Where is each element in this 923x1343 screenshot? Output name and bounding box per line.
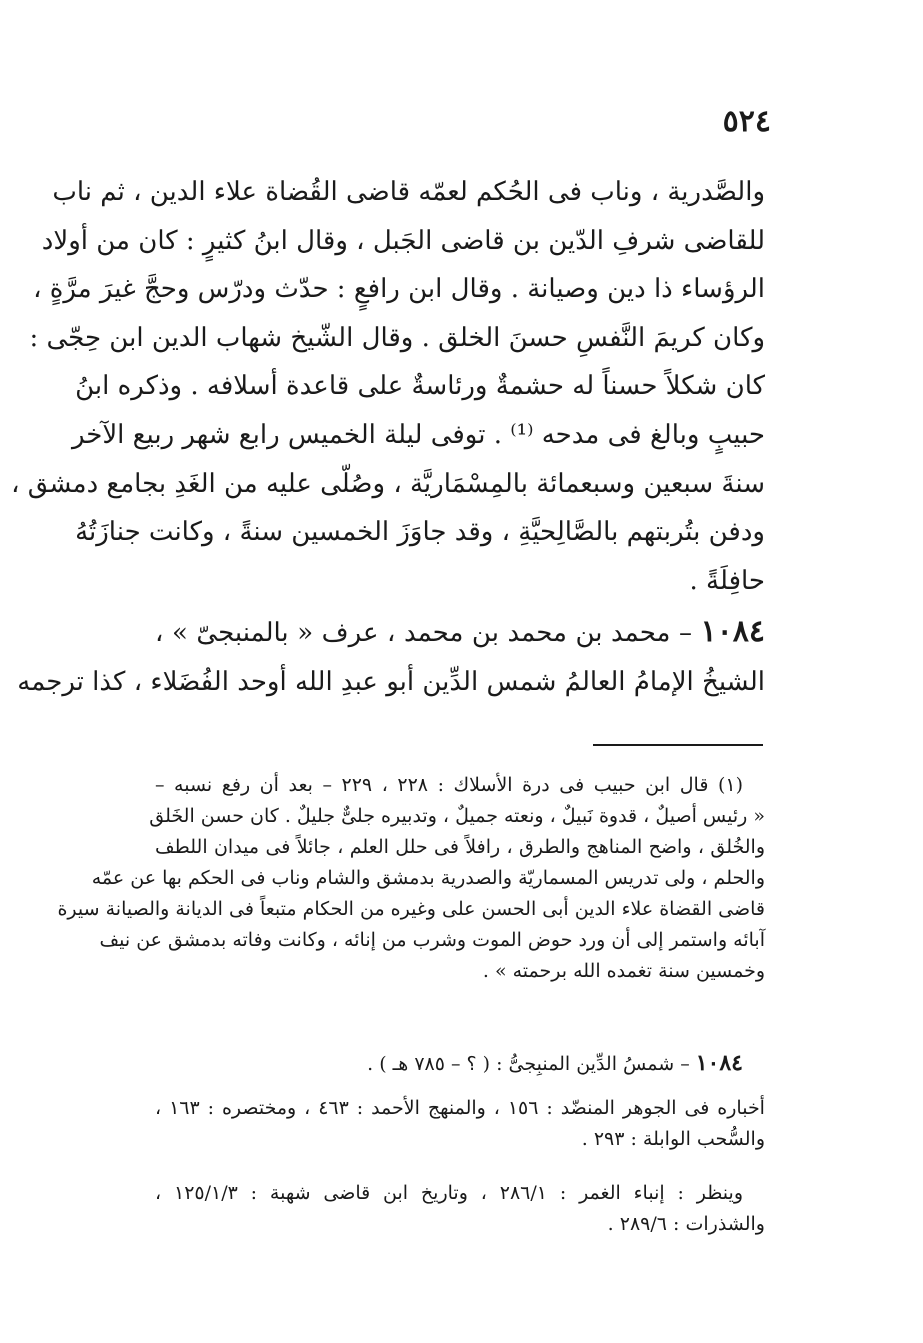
text-line: سنةَ سبعين وسبعمائة بالمِسْمَاريَّة ، وصُلّى عليه من الغَدِ بجامع دمشق ، <box>11 468 765 499</box>
text-line: حبيبٍ وبالغ فى مدحه ⁽¹⁾ . توفى ليلة الخميس رابع شهر ربيع الآخر <box>71 419 765 450</box>
footnote-line: (١) قال ابن حبيب فى درة الأسلاك : ٢٢٨ ، ٢٢٩ – بعد أن رفع نسبه – <box>155 774 744 796</box>
footnote <box>57 770 765 987</box>
note-entry <box>155 1048 765 1080</box>
text-line: الرؤساء ذا دين وصيانة . وقال ابن رافعٍ : حدّث ودرّس وحجَّ غيرَ مرَّةٍ ، <box>33 274 765 305</box>
footnote-line: آبائه واستمر إلى أن ورد حوض الموت وشرب من إنائه ، وكانت وفاته بدمشق عن نيف <box>99 929 765 951</box>
text-line: ودفن بتُربتهم بالصَّالِحيَّةِ ، وقد جاوَزَ الخمسين سنةً ، وكانت جنازَتُهُ <box>75 517 765 548</box>
footnote-line: قاضى القضاة علاء الدين أبى الحسن على وغيره من الحكام متبعاً فى الديانة والصيانة سيرة <box>57 898 765 920</box>
main-text <box>11 168 765 605</box>
text-line: وكان كريمَ النَّفسِ حسنَ الخلق . وقال الشّيخ شهاب الدين ابن حِجّى : <box>29 322 765 353</box>
text-line: والصَّدرية ، وناب فى الحُكم لعمّه قاضى القُضاة علاء الدين ، ثم ناب <box>52 177 765 207</box>
see-also-line: والشذرات : ٢٨٩/٦ . <box>607 1213 765 1235</box>
text-line: حافِلَةً . <box>689 565 765 596</box>
note-entry-line <box>155 1048 765 1080</box>
see-also-line: وينظر : إنباء الغمر : ٢٨٦/١ ، وتاريخ ابن قاضى شهبة : ١٢٥/١/٣ ، <box>155 1182 743 1204</box>
sources-line: والسُّحب الوابلة : ٢٩٣ . <box>581 1128 765 1150</box>
footnote-line: والخُلق ، واضح المناهج والطرق ، رافلاً فى حلل العلم ، جائلاً فى ميدان اللطف <box>155 836 765 858</box>
footnote-line: « رئيس أصيلٌ ، قدوة نَبيلٌ ، ونعته جميلٌ ، وتدبيره جلىٌّ جليلٌ . كان حسن الخَلق <box>149 805 765 827</box>
sources-note <box>155 1093 765 1155</box>
page-number: ٥٢٤ <box>722 104 771 139</box>
entry-number: ١٠٨٤ <box>700 614 765 649</box>
text-line: كان شكلاً حسناً له حشمةٌ ورئاسةٌ على قاعدة أسلافه . وذكره ابنُ <box>75 371 765 402</box>
text-line: الشيخُ الإمامُ العالمُ شمس الدِّين أبو عبدِ الله أوحد الفُضَلاء ، كذا ترجمه <box>17 666 765 697</box>
see-also-note <box>155 1178 765 1240</box>
footnote-line: وخمسين سنة تغمده الله برحمته » . <box>482 960 765 982</box>
note-entry-number: ١٠٨٤ <box>695 1050 743 1076</box>
entry-heading-line <box>155 608 765 658</box>
footnote-line: والحلم ، ولى تدريس المسماريّة والصدرية بدمشق والشام وناب فى الحكم بها عن عمّه <box>91 867 765 889</box>
note-entry-text: – شمسُ الدِّين المنبِجىُّ : ( ؟ – ٧٨٥ هـ ) . <box>367 1053 696 1075</box>
sources-line: أخباره فى الجوهر المنضّد : ١٥٦ ، والمنهج الأحمد : ٤٦٣ ، ومختصره : ١٦٣ ، <box>155 1097 765 1119</box>
text-line: للقاضى شرفِ الدّين بن قاضى الجَبل ، وقال ابنُ كثيرٍ : كان من أولاد <box>41 225 765 256</box>
biography-entry <box>17 608 765 706</box>
footnote-divider <box>593 744 763 746</box>
entry-heading: – محمد بن محمد بن محمد ، عرف « بالمنبجىّ » ، <box>155 618 701 648</box>
